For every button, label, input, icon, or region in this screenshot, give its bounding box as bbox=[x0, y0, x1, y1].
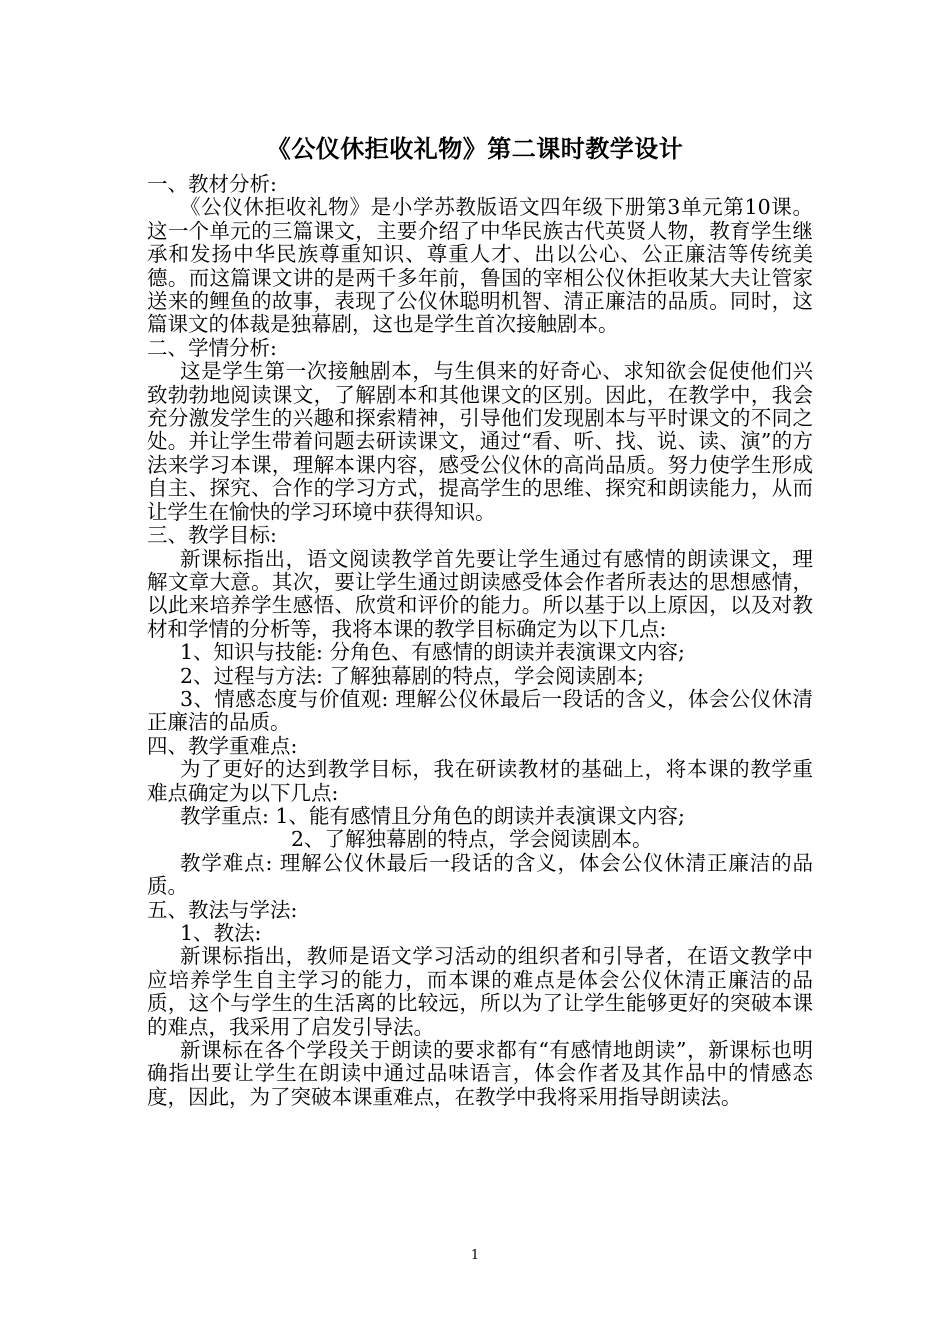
section-heading: 四、教学重难点: bbox=[147, 733, 298, 758]
section-heading: 五、教法与学法: bbox=[147, 897, 298, 922]
document-title: 《公仪休拒收礼物》第二课时教学设计 bbox=[266, 134, 684, 163]
paragraph: 新课标在各个学段关于朗读的要求都有“有感情地朗读”，新课标也明确指出要让学生在朗读中通过品味语言，体会作者及其作品中的情感态度，因此，为了突破本课重难点，在教学中我将采用指导朗读法。 bbox=[147, 1038, 813, 1109]
page-number: 1 bbox=[470, 1248, 480, 1263]
list-item: 2、了解独幕剧的特点，学会阅读剧本。 bbox=[291, 827, 653, 852]
paragraph: 新课标指出，语文阅读教学首先要让学生通过有感情的朗读课文，理解文章大意。其次，要让学生通过朗读感受体会作者所表达的思想感情，以此来培养学生感悟、欣赏和评价的能力。所以基于以上原因，以及对教材和学情的分析等，我将本课的教学目标确定为以下几点: bbox=[147, 546, 813, 641]
paragraph: 《公仪休拒收礼物》是小学苏教版语文四年级下册第3单元第10课。这一个单元的三篇课文，主要介绍了中华民族古代英贤人物，教育学生继承和发扬中华民族尊重知识、尊重人才、出以公心、公正廉洁等传统美德。而这篇课文讲的是两千多年前，鲁国的宰相公仪休拒收某大夫让管家送来的鲤鱼的故事，表现了公仪休聪明机智、清正廉洁的品质。同时，这篇课文的体裁是独幕剧，这也是学生首次接触剧本。 bbox=[147, 195, 813, 337]
list-item: 3、情感态度与价值观: 理解公仪休最后一段话的含义，体会公仪休清正廉洁的品质。 bbox=[147, 686, 813, 735]
subsection-heading: 1、教法: bbox=[180, 921, 262, 945]
list-item: 教学难点: 理解公仪休最后一段话的含义，体会公仪休清正廉洁的品质。 bbox=[147, 850, 813, 899]
paragraph: 这是学生第一次接触剧本，与生俱来的好奇心、求知欲会促使他们兴致勃勃地阅读课文，了解剧本和其他课文的区别。因此，在教学中，我会充分激发学生的兴趣和探索精神，引导他们发现剧本与平时课文的不同之处。并让学生带着问题去研读课文，通过“看、听、找、说、读、演”的方法来学习本课，理解本课内容，感受公仪休的高尚品质。努力使学生形成自主、探究、合作的学习方式，提高学生的思维、探究和朗读能力，从而让学生在愉快的学习环境中获得知识。 bbox=[147, 359, 813, 524]
paragraph: 新课标指出，教师是语文学习活动的组织者和引导者，在语文教学中应培养学生自主学习的能力，而本课的难点是体会公仪休清正廉洁的品质，这个与学生的生活离的比较远，所以为了让学生能够更好的突破本课的难点，我采用了启发引导法。 bbox=[147, 944, 813, 1039]
paragraph: 为了更好的达到教学目标，我在研读教材的基础上，将本课的教学重难点确定为以下几点: bbox=[147, 757, 813, 805]
list-item: 1、知识与技能: 分角色、有感情的朗读并表演课文内容; bbox=[180, 640, 685, 665]
list-item: 2、过程与方法: 了解独幕剧的特点，学会阅读剧本; bbox=[180, 663, 644, 688]
section-heading: 三、教学目标: bbox=[147, 523, 277, 548]
list-item: 教学重点: 1、能有感情且分角色的朗读并表演课文内容; bbox=[180, 803, 685, 828]
document-body bbox=[147, 173, 813, 1109]
section-heading: 一、教材分析: bbox=[147, 172, 277, 196]
section-heading: 二、学情分析: bbox=[147, 335, 277, 360]
